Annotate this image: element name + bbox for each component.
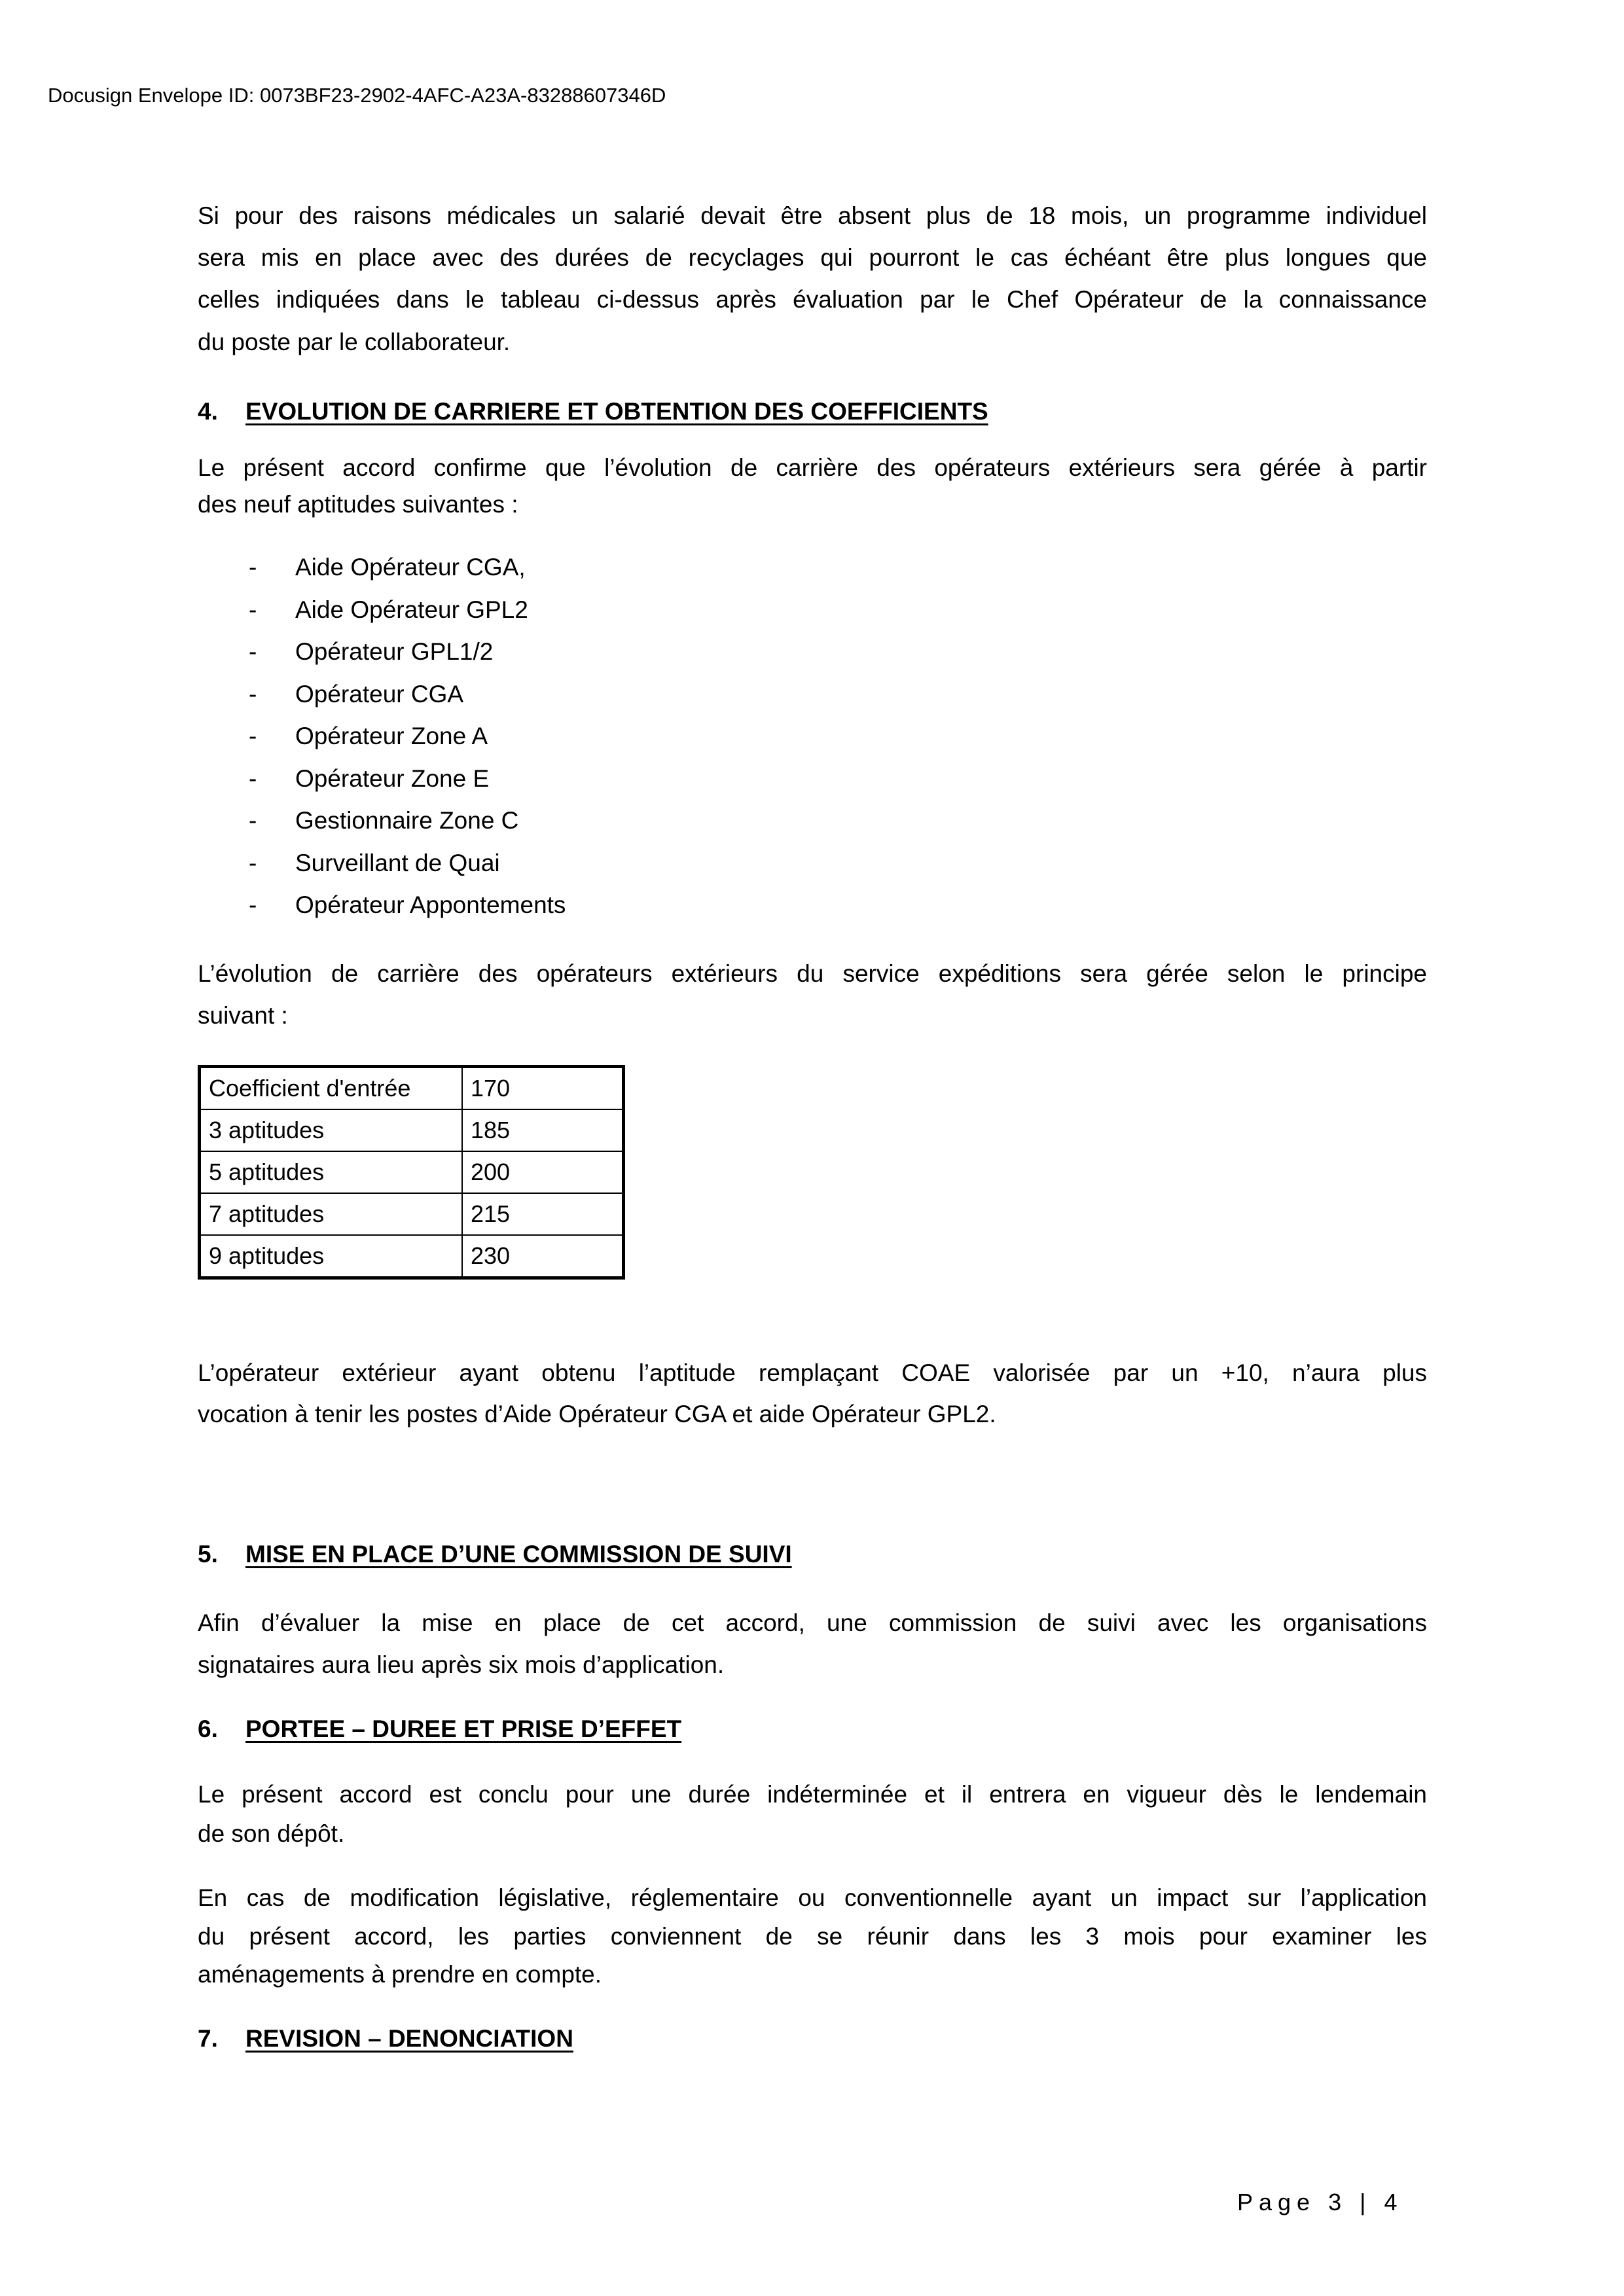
table-cell-label: 9 aptitudes (200, 1235, 463, 1278)
table-cell-label: Coefficient d'entrée (200, 1067, 463, 1110)
paragraph-line: sera mis en place avec des durées de recyclages qui pourront le cas échéant être plus longues que (198, 244, 1427, 271)
bullet-dash: - (249, 638, 257, 665)
section-number: 4. (198, 398, 218, 425)
section-title: PORTEE – DUREE ET PRISE D’EFFET (245, 1715, 682, 1742)
list-item-text: Aide Opérateur GPL2 (295, 596, 528, 623)
docusign-envelope-id: Docusign Envelope ID: 0073BF23-2902-4AFC-A23A-83288607346D (48, 84, 666, 107)
table-cell-value: 230 (462, 1235, 624, 1278)
list-item-text: Opérateur GPL1/2 (295, 638, 494, 665)
list-item-text: Opérateur Zone A (295, 723, 488, 749)
section-title: MISE EN PLACE D’UNE COMMISSION DE SUIVI (245, 1541, 792, 1568)
paragraph-line: Le présent accord est conclu pour une durée indéterminée et il entrera en vigueur dès le lendemain (198, 1781, 1427, 1808)
paragraph-line: aménagements à prendre en compte. (198, 1961, 602, 1988)
bullet-dash: - (249, 850, 257, 876)
table-cell-value: 185 (462, 1109, 624, 1151)
list-item (249, 847, 500, 880)
section-5-heading (198, 1538, 792, 1571)
paragraph-line: celles indiquées dans le tableau ci-dessus après évaluation par le Chef Opérateur de la connaissance (198, 286, 1427, 313)
table-cell-label: 3 aptitudes (200, 1109, 463, 1151)
bullet-dash: - (249, 723, 257, 749)
section-7-heading (198, 2022, 573, 2055)
section-title: REVISION – DENONCIATION (245, 2025, 573, 2052)
paragraph-line: du poste par le collaborateur. (198, 329, 511, 355)
section-number: 6. (198, 1715, 218, 1742)
paragraph-line: En cas de modification législative, réglementaire ou conventionnelle ayant un impact sur l’application (198, 1884, 1427, 1911)
table-row (200, 1193, 624, 1235)
table-cell-value: 200 (462, 1151, 624, 1193)
bullet-dash: - (249, 765, 257, 792)
list-item-text: Aide Opérateur CGA, (295, 554, 526, 581)
paragraph-line: L’évolution de carrière des opérateurs extérieurs du service expéditions sera gérée selon le principe (198, 960, 1427, 987)
bullet-dash: - (249, 554, 257, 581)
table-cell-label: 7 aptitudes (200, 1193, 463, 1235)
paragraph-line: Afin d’évaluer la mise en place de cet accord, une commission de suivi avec les organisations (198, 1609, 1427, 1636)
table-row (200, 1067, 624, 1110)
paragraph-line: du présent accord, les parties conviennent de se réunir dans les 3 mois pour examiner les (198, 1923, 1427, 1950)
table-cell-label: 5 aptitudes (200, 1151, 463, 1193)
table-row (200, 1235, 624, 1278)
section-title: EVOLUTION DE CARRIERE ET OBTENTION DES COEFFICIENTS (245, 398, 988, 425)
paragraph-line: des neuf aptitudes suivantes : (198, 491, 518, 518)
paragraph-line: suivant : (198, 1002, 288, 1029)
paragraph-line: de son dépôt. (198, 1820, 345, 1847)
list-item-text: Gestionnaire Zone C (295, 807, 519, 834)
page-number: Page 3 | 4 (1237, 2189, 1403, 2215)
table-cell-value: 215 (462, 1193, 624, 1235)
table-row (200, 1151, 624, 1193)
list-item-text: Opérateur Zone E (295, 765, 490, 792)
paragraph-line: L’opérateur extérieur ayant obtenu l’aptitude remplaçant COAE valorisée par un +10, n’aura plus (198, 1359, 1427, 1386)
bullet-dash: - (249, 596, 257, 623)
list-item (249, 762, 489, 795)
table-cell-value: 170 (462, 1067, 624, 1110)
list-item (249, 720, 488, 753)
list-item (249, 636, 493, 668)
paragraph-line: vocation à tenir les postes d’Aide Opérateur CGA et aide Opérateur GPL2. (198, 1401, 996, 1427)
list-item (249, 551, 526, 584)
list-item (249, 889, 566, 922)
list-item-text: Opérateur CGA (295, 681, 464, 708)
bullet-dash: - (249, 807, 257, 834)
bullet-dash: - (249, 891, 257, 918)
list-item (249, 804, 518, 837)
paragraph-line: signataires aura lieu après six mois d’application. (198, 1651, 725, 1678)
section-number: 5. (198, 1541, 218, 1568)
list-item (249, 678, 463, 711)
list-item-text: Surveillant de Quai (295, 850, 500, 876)
paragraph-line: Le présent accord confirme que l’évolution de carrière des opérateurs extérieurs sera gérée à partir (198, 454, 1427, 481)
bullet-dash: - (249, 681, 257, 708)
paragraph-line: Si pour des raisons médicales un salarié devait être absent plus de 18 mois, un programme individuel (198, 202, 1427, 229)
section-6-heading (198, 1713, 681, 1746)
table-row (200, 1109, 624, 1151)
coefficient-table (198, 1065, 625, 1280)
section-number: 7. (198, 2025, 218, 2052)
list-item (249, 594, 528, 626)
section-4-heading (198, 395, 988, 428)
list-item-text: Opérateur Appontements (295, 891, 566, 918)
